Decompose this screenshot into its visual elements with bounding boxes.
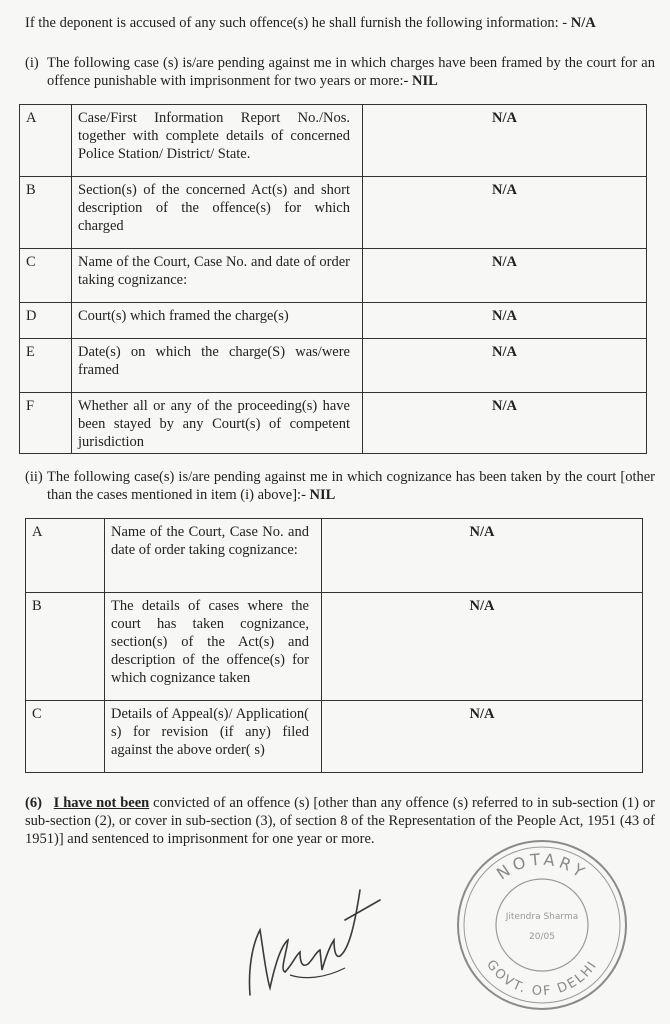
row-value: N/A — [363, 105, 647, 177]
section-ii-text: The following case(s) is/are pending against me in which cognizance has been taken by the court [other than the cases mentioned in item (i) above]:- — [47, 469, 655, 503]
row-description: Name of the Court, Case No. and date of order taking cognizance: — [105, 519, 322, 593]
table-row — [26, 519, 643, 593]
row-key: A — [20, 105, 72, 177]
section-i-value: NIL — [411, 73, 438, 89]
row-key: E — [20, 339, 72, 393]
section-i-heading — [25, 54, 655, 90]
table-row — [20, 393, 647, 454]
stamp-top-text: NOTARY — [493, 849, 592, 884]
section-6-number: (6) — [25, 795, 42, 811]
row-description: Court(s) which framed the charge(s) — [72, 303, 363, 339]
row-value: N/A — [322, 701, 643, 773]
row-value: N/A — [363, 393, 647, 454]
row-value: N/A — [363, 303, 647, 339]
section-6-text: convicted of an offence (s) [other than any offence (s) referred to in sub-section (1) or sub-section (2), or cover in sub-section (3), of section 8 of the Representation of the People Act, 1951 (43 of 1951)] and sentenced to imprisonment for one year or more. — [25, 795, 655, 847]
row-key: B — [26, 593, 105, 701]
intro-value: N/A — [570, 15, 596, 31]
table-row — [20, 339, 647, 393]
row-description: Whether all or any of the proceeding(s) have been stayed by any Court(s) of competent jurisdiction — [72, 393, 363, 454]
row-description: Case/First Information Report No./Nos. together with complete details of concerned Police Station/ District/ State. — [72, 105, 363, 177]
signature — [230, 860, 390, 1010]
table-row — [20, 303, 647, 339]
notary-stamp — [452, 835, 632, 1015]
cognizance-cases-table — [25, 518, 643, 773]
intro-text: If the deponent is accused of any such offence(s) he shall furnish the following information: - — [25, 15, 568, 31]
stamp-name: Jitendra Sharma — [505, 912, 579, 922]
row-value: N/A — [322, 593, 643, 701]
section-6-emphasis: I have not been — [53, 795, 150, 811]
row-description: Date(s) on which the charge(S) was/were framed — [72, 339, 363, 393]
row-key: C — [20, 249, 72, 303]
row-key: C — [26, 701, 105, 773]
table-row — [20, 105, 647, 177]
row-description: Section(s) of the concerned Act(s) and short description of the offence(s) for which charged — [72, 177, 363, 249]
row-key: B — [20, 177, 72, 249]
stamp-bottom-text: GOVT. OF DELHI — [483, 957, 601, 1000]
section-ii-value: NIL — [309, 487, 336, 503]
row-value: N/A — [322, 519, 643, 593]
row-description: Name of the Court, Case No. and date of order taking cognizance: — [72, 249, 363, 303]
row-key: D — [20, 303, 72, 339]
pending-charges-table — [19, 104, 647, 454]
table-row — [20, 177, 647, 249]
row-value: N/A — [363, 177, 647, 249]
svg-text:GOVT. OF DELHI — [483, 957, 601, 999]
row-description: Details of Appeal(s)/ Application( s) for revision (if any) filed against the above order( s) — [105, 701, 322, 773]
row-description: The details of cases where the court has taken cognizance, section(s) of the Act(s) and description of the offence(s) for which cognizance taken — [105, 593, 322, 701]
row-value: N/A — [363, 249, 647, 303]
section-ii-heading — [25, 468, 655, 504]
stamp-reg: 20/05 — [529, 932, 555, 942]
row-value: N/A — [363, 339, 647, 393]
intro-statement — [25, 14, 655, 32]
table-row — [26, 593, 643, 701]
row-key: F — [20, 393, 72, 454]
row-key: A — [26, 519, 105, 593]
table-row — [26, 701, 643, 773]
table-row — [20, 249, 647, 303]
section-i-text: The following case (s) is/are pending against me in which charges have been framed by the court for an offence punishable with imprisonment for two years or more:- — [47, 55, 655, 89]
section-i-number: (i) — [25, 55, 39, 71]
section-ii-number: (ii) — [25, 469, 43, 485]
